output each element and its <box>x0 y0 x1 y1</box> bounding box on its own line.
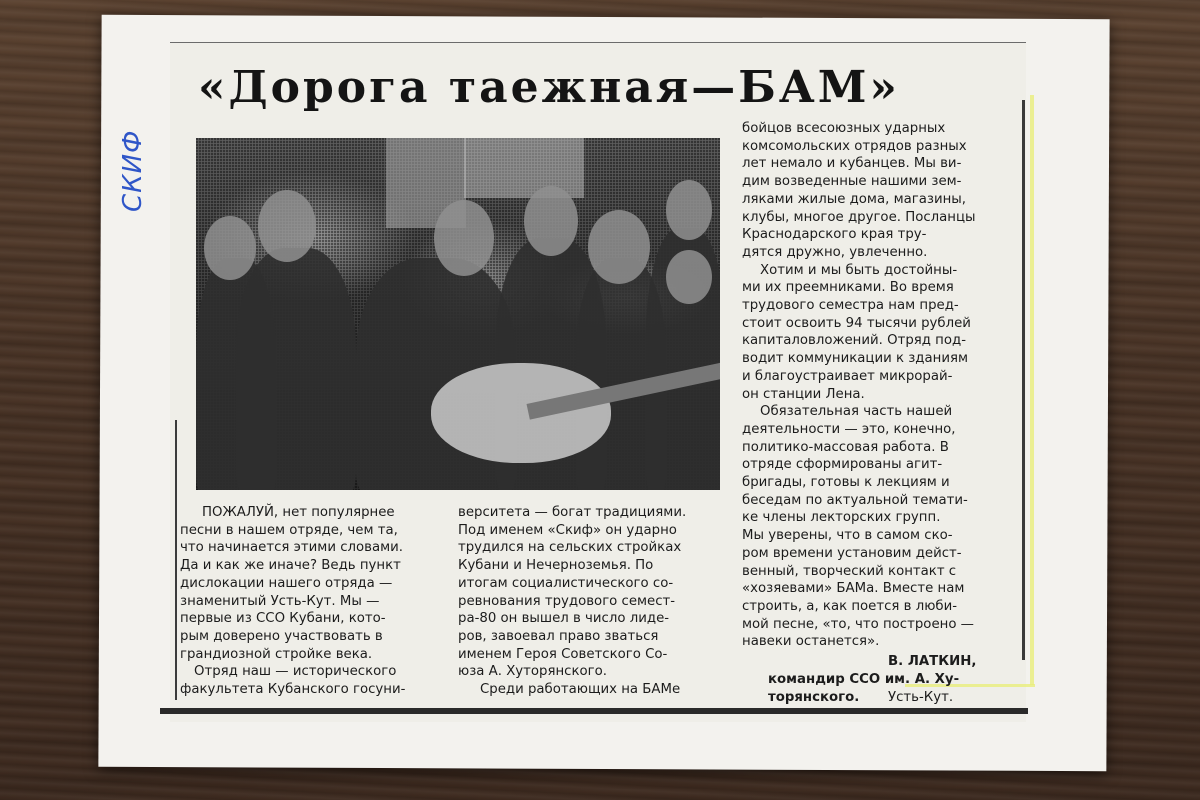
text-line: трудового семестра нам пред- <box>742 298 959 314</box>
text-line: знаменитый Усть-Кут. Мы — <box>180 593 380 609</box>
article-column-2 <box>458 504 736 699</box>
signature-place: Усть-Кут. <box>888 690 954 705</box>
text-line: факультета Кубанского госуни- <box>180 682 406 698</box>
text-line: что начинается этими словами. <box>180 540 404 556</box>
text-line: ревнования трудового семест- <box>458 593 676 609</box>
text-line: отряде сформированы агит- <box>742 457 943 473</box>
photo-face <box>524 186 578 256</box>
text-line: Среди работающих на БАМе <box>480 682 681 698</box>
text-line: дислокации нашего отряда — <box>180 575 393 591</box>
signature-title-cont: торянского. <box>768 690 860 705</box>
photo-window-2 <box>464 138 584 198</box>
text-line: Под именем «Скиф» он ударно <box>458 522 677 538</box>
text-line: стоит освоить 94 тысячи рублей <box>742 315 971 331</box>
text-line: ров, завоевал право зваться <box>458 628 659 644</box>
halftone-photo <box>196 138 720 490</box>
text-line: бригады, готовы к лекциям и <box>742 475 950 491</box>
signature-title: командир ССО им. А. Ху- <box>768 672 960 687</box>
text-line: именем Героя Советского Со- <box>458 646 668 662</box>
text-line: итогам социалистического со- <box>458 575 674 591</box>
text-line: водит коммуникации к зданиям <box>742 351 968 367</box>
text-line: первые из ССО Кубани, кото- <box>180 611 386 627</box>
text-line: строить, а, как поется в люби- <box>742 598 958 614</box>
text-line: рым доверено участвовать в <box>180 628 383 644</box>
photo-face <box>588 210 650 284</box>
text-line: верситета — богат традициями. <box>458 505 687 520</box>
text-line: ляками жилые дома, магазины, <box>742 191 967 207</box>
photo-face <box>258 190 316 262</box>
text-line: Да и как же иначе? Ведь пункт <box>180 558 401 574</box>
text-line: ке члены лекторских групп. <box>742 510 941 526</box>
text-line: беседам по актуальной темати- <box>742 492 968 508</box>
clipping-top-rule <box>170 42 1026 43</box>
photo-face <box>666 180 712 240</box>
text-line: ром времени установим дейст- <box>742 545 962 561</box>
handwritten-note: СКИФ <box>118 129 148 212</box>
clipping-bottom-rule <box>160 708 1028 714</box>
text-line: ПОЖАЛУЙ, нет популярнее <box>202 505 395 520</box>
text-line: деятельности — это, конечно, <box>742 421 956 437</box>
text-line: грандиозной стройке века. <box>180 646 373 662</box>
text-line: мой песне, «то, что построено — <box>742 616 974 632</box>
text-line: навеки останется». <box>742 634 880 650</box>
photo-face <box>204 216 256 280</box>
column-rule-left <box>175 420 177 700</box>
text-line: дим возведенные нашими зем- <box>742 174 962 190</box>
text-line: «хозяевами» БАМа. Вместе нам <box>742 581 965 597</box>
text-line: Кубани и Нечерноземья. По <box>458 558 654 574</box>
article-column-3 <box>742 120 1012 651</box>
highlighter-mark-vertical <box>1030 95 1034 685</box>
text-line: лет немало и кубанцев. Мы ви- <box>742 156 962 172</box>
photo-face <box>434 200 494 276</box>
text-line: он станции Лена. <box>742 386 865 402</box>
article-headline: «Дорога таежная—БАМ» <box>198 62 900 113</box>
text-line: политико-массовая работа. В <box>742 439 949 455</box>
text-line: капиталовложений. Отряд под- <box>742 333 966 349</box>
article-column-1 <box>180 504 450 699</box>
text-line: Краснодарского края тру- <box>742 227 927 243</box>
text-line: и благоустраивает микрорай- <box>742 368 953 384</box>
text-line: дятся дружно, увлеченно. <box>742 244 928 260</box>
text-line: комсомольских отрядов разных <box>742 138 967 154</box>
text-line: ра-80 он вышел в число лиде- <box>458 611 670 627</box>
text-line: юза А. Хуторянского. <box>458 664 608 680</box>
text-line: Мы уверены, что в самом ско- <box>742 528 953 544</box>
text-line: ми их преемниками. Во время <box>742 280 954 296</box>
text-line: венный, творческий контакт с <box>742 563 957 579</box>
text-line: бойцов всесоюзных ударных <box>742 121 946 136</box>
text-line: Хотим и мы быть достойны- <box>760 262 958 278</box>
photo-face <box>666 250 712 304</box>
photo-person <box>236 248 356 490</box>
text-line: трудился на сельских стройках <box>458 540 682 556</box>
column-rule-right <box>1022 100 1025 660</box>
text-line: Обязательная часть нашей <box>760 404 953 420</box>
text-line: Отряд наш — исторического <box>194 664 397 680</box>
photo-guitar <box>431 363 611 463</box>
text-line: песни в нашем отряде, чем та, <box>180 522 398 538</box>
signature-name: В. ЛАТКИН, <box>888 654 977 669</box>
text-line: клубы, многое другое. Посланцы <box>742 209 976 225</box>
